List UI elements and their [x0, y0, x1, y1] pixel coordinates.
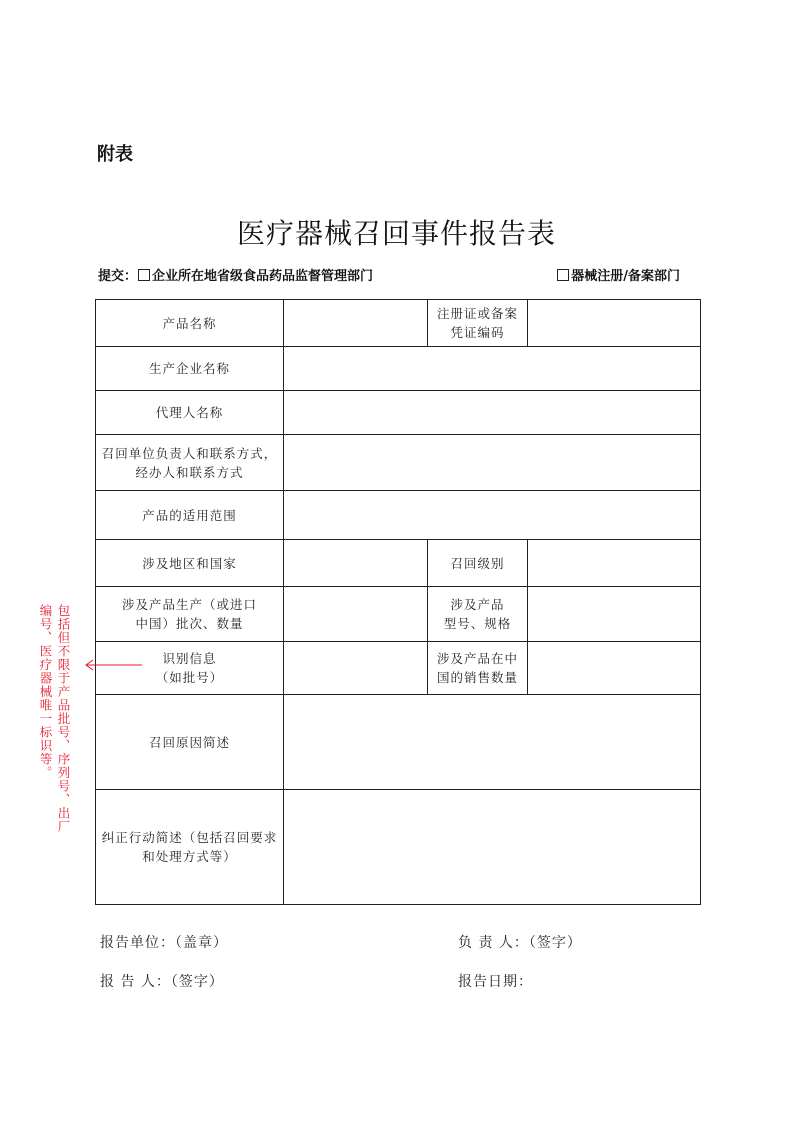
footer-report-unit: 报告单位：（盖章）	[100, 935, 228, 951]
appendix-label: 附表	[97, 144, 133, 165]
arrow-left-icon	[84, 659, 144, 671]
value-models[interactable]	[528, 587, 701, 642]
value-product-name[interactable]	[284, 300, 428, 347]
value-contact[interactable]	[284, 435, 701, 491]
label-models: 涉及产品 型号、规格	[428, 587, 528, 642]
checkbox-provincial[interactable]	[138, 269, 150, 281]
submit-row	[98, 265, 680, 284]
label-recall-level: 召回级别	[428, 540, 528, 587]
label-regions: 涉及地区和国家	[96, 540, 284, 587]
option-registration-label: 器械注册/备案部门	[571, 269, 680, 284]
value-scope[interactable]	[284, 491, 701, 540]
page-title: 医疗器械召回事件报告表	[236, 217, 556, 250]
value-recall-reason[interactable]	[284, 695, 701, 790]
label-registration-no: 注册证或备案 凭证编码	[428, 300, 528, 347]
label-product-name: 产品名称	[96, 300, 284, 347]
label-identification: 识别信息 （如批号）	[96, 642, 284, 695]
value-registration-no[interactable]	[528, 300, 701, 347]
label-recall-reason: 召回原因简述	[96, 695, 284, 790]
label-batches: 涉及产品生产（或进口 中国）批次、数量	[96, 587, 284, 642]
option-provincial-label: 企业所在地省级食品药品监督管理部门	[152, 269, 374, 284]
value-identification[interactable]	[284, 642, 428, 695]
annotation-note: 包括但不限于产品批号、序列号、出厂编号、医疗器械唯一标识等。	[38, 604, 71, 834]
value-agent[interactable]	[284, 391, 701, 435]
value-manufacturer[interactable]	[284, 347, 701, 391]
value-regions[interactable]	[284, 540, 428, 587]
label-scope: 产品的适用范围	[96, 491, 284, 540]
label-contact: 召回单位负责人和联系方式， 经办人和联系方式	[96, 435, 284, 491]
value-batches[interactable]	[284, 587, 428, 642]
recall-report-table	[95, 299, 701, 905]
label-agent: 代理人名称	[96, 391, 284, 435]
value-sales-china[interactable]	[528, 642, 701, 695]
label-manufacturer: 生产企业名称	[96, 347, 284, 391]
label-sales-china: 涉及产品在中 国的销售数量	[428, 642, 528, 695]
submit-prefix: 提交：	[98, 269, 138, 284]
value-corrective-action[interactable]	[284, 790, 701, 905]
label-corrective-action: 纠正行动简述（包括召回要求 和处理方式等）	[96, 790, 284, 905]
value-recall-level[interactable]	[528, 540, 701, 587]
checkbox-registration[interactable]	[557, 269, 569, 281]
footer-reporter: 报 告 人：（签字）	[100, 974, 224, 990]
footer-responsible: 负 责 人：（签字）	[458, 935, 582, 951]
option-registration	[556, 265, 680, 284]
footer-report-date: 报告日期：	[458, 974, 533, 990]
